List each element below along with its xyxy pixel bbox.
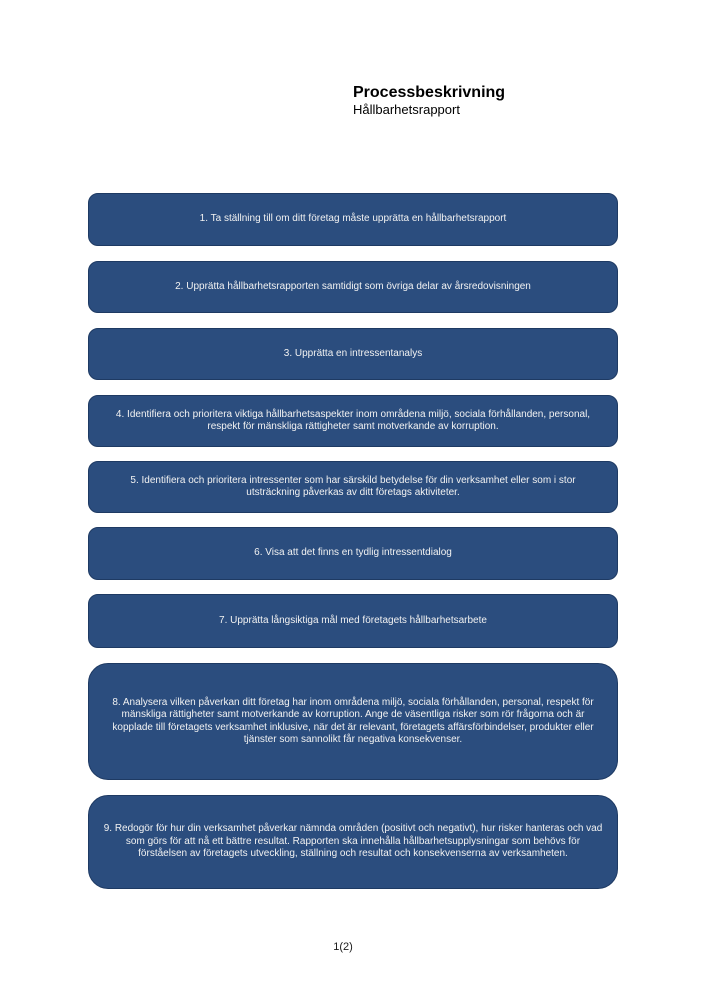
page-number: 1(2): [333, 941, 353, 953]
process-step-7: [88, 594, 618, 648]
process-step-9-label: 9. Redogör för hur din verksamhet påverkar nämnda områden (positivt och negativt), hur risker hanteras och vad som görs för att nå ett bättre resultat. Rapporten ska innehålla hållbarhetsupplysningar som behövs för förståelsen av företagets utveckling, ställning och resultat och konsekvenserna av verksamheten.: [103, 823, 603, 860]
process-step-4-label: 4. Identifiera och prioritera viktiga hållbarhetsaspekter inom områdena miljö, sociala förhållanden, personal, respekt för mänskliga rättigheter samt motverkande av korruption.: [115, 408, 591, 432]
process-step-6: [88, 527, 618, 580]
page-subtitle: Hållbarhetsrapport: [353, 102, 460, 117]
process-step-4: [88, 395, 618, 447]
process-step-1: [88, 193, 618, 246]
process-step-3-label: 3. Upprätta en intressentanalys: [283, 347, 423, 359]
process-step-5: [88, 461, 618, 513]
process-step-8-label: 8. Analysera vilken påverkan ditt företag har inom områdena miljö, sociala förhållanden, personal, respekt för mänskliga rättigheter samt motverkande av korruption. Ange de väsentliga risker som rör frågorna och är kopplade till företagets verksamhet inklusive, när det är relevant, företagets affärsförbindelser, produkter eller tjänster som sannolikt får negativa konsekvenser.: [112, 696, 594, 745]
process-step-2: [88, 261, 618, 313]
process-step-6-label: 6. Visa att det finns en tydlig intressentdialog: [254, 547, 452, 559]
page-title: Processbeskrivning: [353, 84, 506, 101]
document-header: [353, 84, 505, 118]
process-step-9: [88, 795, 618, 889]
process-step-3: [88, 328, 618, 380]
process-step-7-label: 7. Upprätta långsiktiga mål med företagets hållbarhetsarbete: [219, 614, 487, 626]
process-step-1-label: 1. Ta ställning till om ditt företag måste upprätta en hållbarhetsrapport: [199, 213, 507, 225]
process-step-5-label: 5. Identifiera och prioritera intressenter som har särskild betydelse för din verksamhet eller som i stor utsträckning påverkas av ditt företags aktiviteter.: [130, 474, 576, 498]
process-step-8: [88, 663, 618, 780]
process-step-2-label: 2. Upprätta hållbarhetsrapporten samtidigt som övriga delar av årsredovisningen: [175, 280, 531, 292]
